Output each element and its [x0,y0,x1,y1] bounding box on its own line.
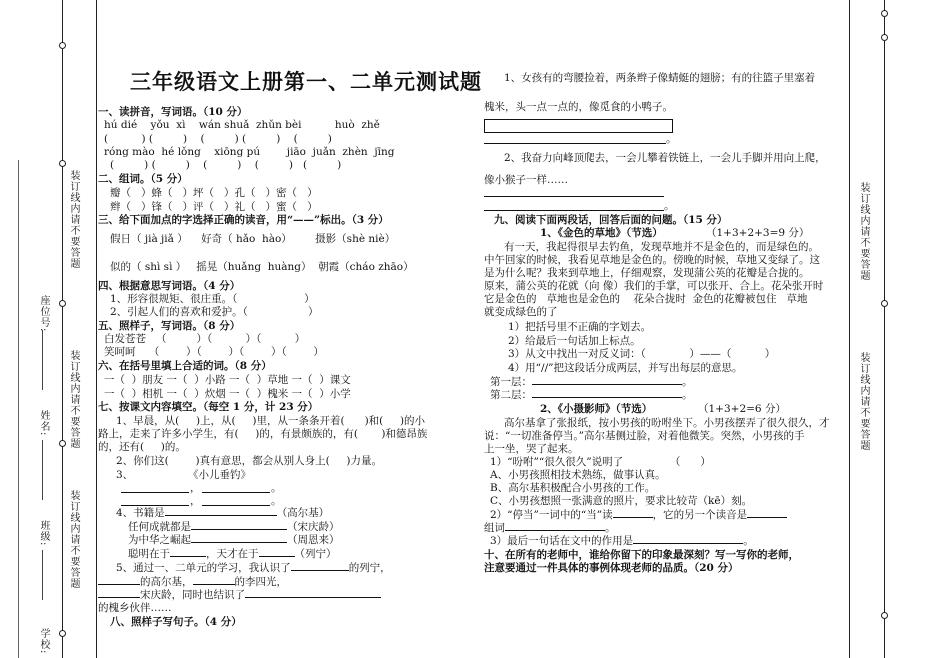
choice-option: A、小男孩照相技术熟练，做事认真。 [490,469,666,481]
layer-blank[interactable] [532,397,682,398]
example-sentence: 像小猴子一样…… [484,174,568,186]
passage-line: 原来，蒲公英的花就（向 像）我们的手掌，可以张开、合上。花朵张开时 [484,280,824,292]
left-binding-line [62,0,63,658]
summary-line [116,562,391,574]
layer-text: 第一层： [490,376,532,388]
period-mark: 。 [271,482,282,494]
section-4-heading: 四、根据意思写词语。（4 分） [98,280,241,292]
fill-in-line[interactable]: 的，还有( )的。 [98,441,186,453]
summary-line: 的槐乡伙伴…… [98,602,172,614]
question-text: ，它的另一个读音是 [652,509,748,521]
margin-warning: 装订线内请不要答题 [68,350,79,449]
quote-prefix: 聪明在于 [128,548,170,560]
summary-blank[interactable] [98,597,140,598]
quote-prefix: 4、书籍是 [116,507,165,519]
reading-question: 3）最后一句话在文中的作用是 。 [490,535,754,547]
quote-blank[interactable] [165,515,277,516]
layer-blank[interactable] [532,384,682,385]
binding-hole [59,300,66,307]
reading-question: 2）给最后一句话加上标点。 [508,335,641,347]
choice-option: B、高尔基积极配合小男孩的工作。 [490,482,656,494]
reading-question[interactable]: 1）“吩咐”“很久很久”说明了 （ ） [490,456,711,468]
summary-line [98,576,287,588]
answer-box[interactable] [484,119,673,133]
seat-number-label: 座位号: [38,295,49,333]
fill-in-line[interactable]: 1、早晨，从( )上，从( )里，从一条条开着( )和( )的小 [116,415,426,427]
binding-hole [59,440,66,447]
pinyin-row: róng mào hé lǒng xiōng pú jiāo juǎn zhèn jīng [104,146,395,158]
meaning-item[interactable]: 2、引起人们的喜欢和爱护。（ ） [110,306,319,318]
poem-answer-line[interactable] [202,492,270,493]
example-sentence: 1、女孩有的弯腰捡着，两条辫子像蜻蜓的翅膀；有的往篮子里塞着 [504,72,816,84]
meaning-item[interactable]: 1、形容很规矩、很庄重。（ ） [110,293,315,305]
poem-title: 《小儿垂钓》 [188,469,251,481]
answer-line[interactable] [484,143,666,144]
margin-warning: 装订线内请不要答题 [858,352,869,451]
answer-blank[interactable] [747,517,787,518]
section-10-heading: 注意要通过一件具体的事例体现老师的品质。（20 分） [484,562,739,574]
summary-blank[interactable] [98,584,140,585]
layer-label: 第一层： 。 [490,376,693,388]
passage-line: 高尔基拿了张报纸，按小男孩的吩咐坐下。小男孩摆弄了很久很久，才 [504,417,830,429]
binding-hole [881,300,888,307]
pattern-row[interactable]: 白发苍苍 （ ）（ ）（ ） [104,333,306,345]
reading-question[interactable]: 3）从文中找出一对反义词：（ ）——（ ） [508,348,776,360]
quote-line [128,548,337,560]
summary-text: 5、通过一、二单元的学习，我认识了 [116,562,291,574]
margin-warning: 装订线内请不要答题 [858,182,869,281]
poem-answer-line[interactable] [121,492,189,493]
summary-text: 的高尔基， [140,576,193,588]
section-9-heading: 九、阅读下面两段话，回答后面的问题。（15 分） [494,214,728,226]
question-text: 2）“停当”一词中的“当”读 [490,509,613,521]
passage-score: （1+3+2+3=9 分） [706,227,810,239]
class-label: 班级: [38,520,49,547]
quote-line [128,521,340,533]
question-text: 3）最后一句话在文中的作用是 [490,535,634,547]
section-10-heading: 十、在所有的老师中，谁给你留下的印象最深刻？写一写你的老师， [484,549,799,561]
binding-hole [881,10,888,17]
period-mark: 。 [666,133,677,145]
summary-line [98,589,381,601]
word-group-row[interactable]: 辫（ ）锋（ ）评（ ）礼（ ）蜜（ ） [110,201,318,213]
example-sentence: 槐米，头一点一点的，像觅食的小鸭子。 [484,101,673,113]
period-mark: 。 [664,200,675,212]
passage-line: 说：“一切准备停当。”高尔基侧过脸，对着他微笑。突然，小男孩的手 [484,430,805,442]
passage-line: 它是金色的 草地也是金色的 花朵合拢时 金色的花瓣被包住 草地 [484,293,808,305]
pinyin-row: hú dié yǒu xì wán shuǎ zhǔn bèi huò zhě [104,119,380,131]
page-title: 三年级语文上册第一、二单元测试题 [130,69,482,94]
passage-line: 就变成绿色的了 [484,306,558,318]
summary-text: 的列宁， [348,562,391,574]
question-text: 组词 [484,522,505,534]
passage-line: 上一坐，哭了起来。 [484,443,579,455]
quote-blank[interactable] [259,556,295,557]
section-8-heading: 八、照样子写句子。（4 分） [110,616,242,628]
layer-text: 第二层： [490,389,532,401]
pronunciation-row[interactable]: 似的（ shì sì ） 摇晃（huǎng huàng） 朝霞（cháo zhāo） [110,261,414,273]
example-sentence: 2、我奋力向峰顶爬去，一会儿攀着铁链上，一会儿手脚并用向上爬， [504,152,826,164]
quote-blank[interactable] [191,542,287,543]
passage-score: （1+3+2=6 分） [698,403,786,415]
summary-text: 的李四光， [234,576,287,588]
layer-label: 第二层： 。 [490,389,693,401]
section-2-heading: 二、组词。（5 分） [98,173,188,185]
word-group-row[interactable]: 瓣（ ）蜂（ ）坪（ ）孔（ ）密（ ） [110,187,318,199]
measure-word-row[interactable]: 一（ ）相机 一（ ）炊烟 一（ ）槐米 一（ ）小学 [104,388,351,400]
section-6-heading: 六、在括号里填上合适的词。（8 分） [98,360,272,372]
answer-line[interactable] [484,196,664,197]
binding-hole [59,42,66,49]
poem-answer-line[interactable] [121,505,189,506]
measure-word-row[interactable]: 一（ ）朋友 一（ ）小路 一（ ）草地 一（ ）课文 [104,374,351,386]
comma-mark: ， [190,495,201,507]
question-number: 3、 [116,469,134,481]
passage-line: 中午回家的时候，我看见草地是金色的。傍晚的时候，草地又变绿了。这 [484,254,820,266]
choice-option: C、小男孩想照一张满意的照片，要求比较苛（kē）刻。 [490,495,753,507]
margin-warning: 装订线内请不要答题 [68,170,79,269]
quote-author: （宋庆龄） [287,521,340,533]
section-1-heading: 一、读拼音，写词语。（10 分） [98,106,248,118]
reading-question: 组词 。 [484,522,616,534]
summary-blank[interactable] [245,597,381,598]
reading-question [490,509,787,521]
period-mark: 。 [271,495,282,507]
quote-blank[interactable] [191,529,287,530]
answer-blank[interactable] [505,530,605,531]
quote-author: （高尔基） [276,507,330,519]
name-label: 姓名: [38,410,49,437]
summary-blank[interactable] [193,584,235,585]
fill-in-line[interactable]: 路上，走来了许多小学生，有( )的，有景颇族的，有( )和德昂族 [98,428,428,440]
school-label: 学校: [38,628,49,655]
passage-title: 1、《金色的草地》（节选） [540,227,663,239]
binding-hole [881,612,888,619]
quote-blank[interactable] [170,556,206,557]
reading-question: 1）把括号里不正确的字划去。 [508,321,652,333]
quote-mid: ，天才在于 [206,548,259,560]
summary-blank[interactable] [291,570,349,571]
seat-number-blank [42,330,43,390]
quote-prefix: 为中华之崛起 [128,534,191,546]
comma-mark: ， [190,482,201,494]
quote-prefix: 任何成就都是 [128,521,191,533]
answer-blank[interactable] [633,543,743,544]
passage-line: 是为什么呢？我来到草地上，仔细观察，发现蒲公英的花瓣是合拢的。 [484,267,810,279]
pronunciation-row[interactable]: 假日（ jià jiǎ ） 好奇（ hǎo hào） 摄影（shè niè） [110,233,396,245]
summary-text: 宋庆龄，同时也结识了 [140,589,245,601]
passage-line: 有一天，我起得很早去钓鱼，发现草地并不是金色的，而是绿色的。 [504,241,819,253]
left-mid-line [18,160,19,658]
quote-question [116,507,329,519]
binding-hole [881,34,888,41]
section-5-heading: 五、照样子，写词语。（8 分） [98,320,241,332]
answer-blank[interactable] [613,517,653,518]
poem-answer-line[interactable] [202,505,270,506]
reading-question: 4）用“//”把这段话分成两层，并写出每层的意思。 [508,362,743,374]
name-blank [42,440,43,500]
quote-author: （列宁） [294,548,337,560]
answer-line[interactable] [484,210,664,211]
section-7-heading: 七、按课文内容填空。（每空 1 分，计 23 分） [98,401,319,413]
right-outer-line [849,0,850,658]
margin-warning: 装订线内请不要答题 [68,490,79,589]
class-blank [42,550,43,600]
binding-hole [59,160,66,167]
section-3-heading: 三、给下面加点的字选择正确的读音，用“——”标出。（3 分） [98,214,389,226]
passage-title: 2、《小摄影师》（节选） [540,403,653,415]
fill-in-line[interactable]: 2、你们这( )真有意思，都会从别人身上( )力量。 [116,455,382,467]
answer-parens[interactable]: ( ) ( ) ( ) ( ) ( ) [110,159,342,171]
right-binding-line [884,0,885,658]
left-outer-line [96,0,97,658]
pattern-row[interactable]: 笑呵呵 （ ）（ ）（ ）（ ） [104,346,324,358]
binding-hole [59,630,66,637]
quote-author: （周恩来） [287,534,340,546]
answer-parens[interactable]: ( ) ( ) ( ) ( ) ( ) [104,133,332,145]
quote-line [128,534,340,546]
